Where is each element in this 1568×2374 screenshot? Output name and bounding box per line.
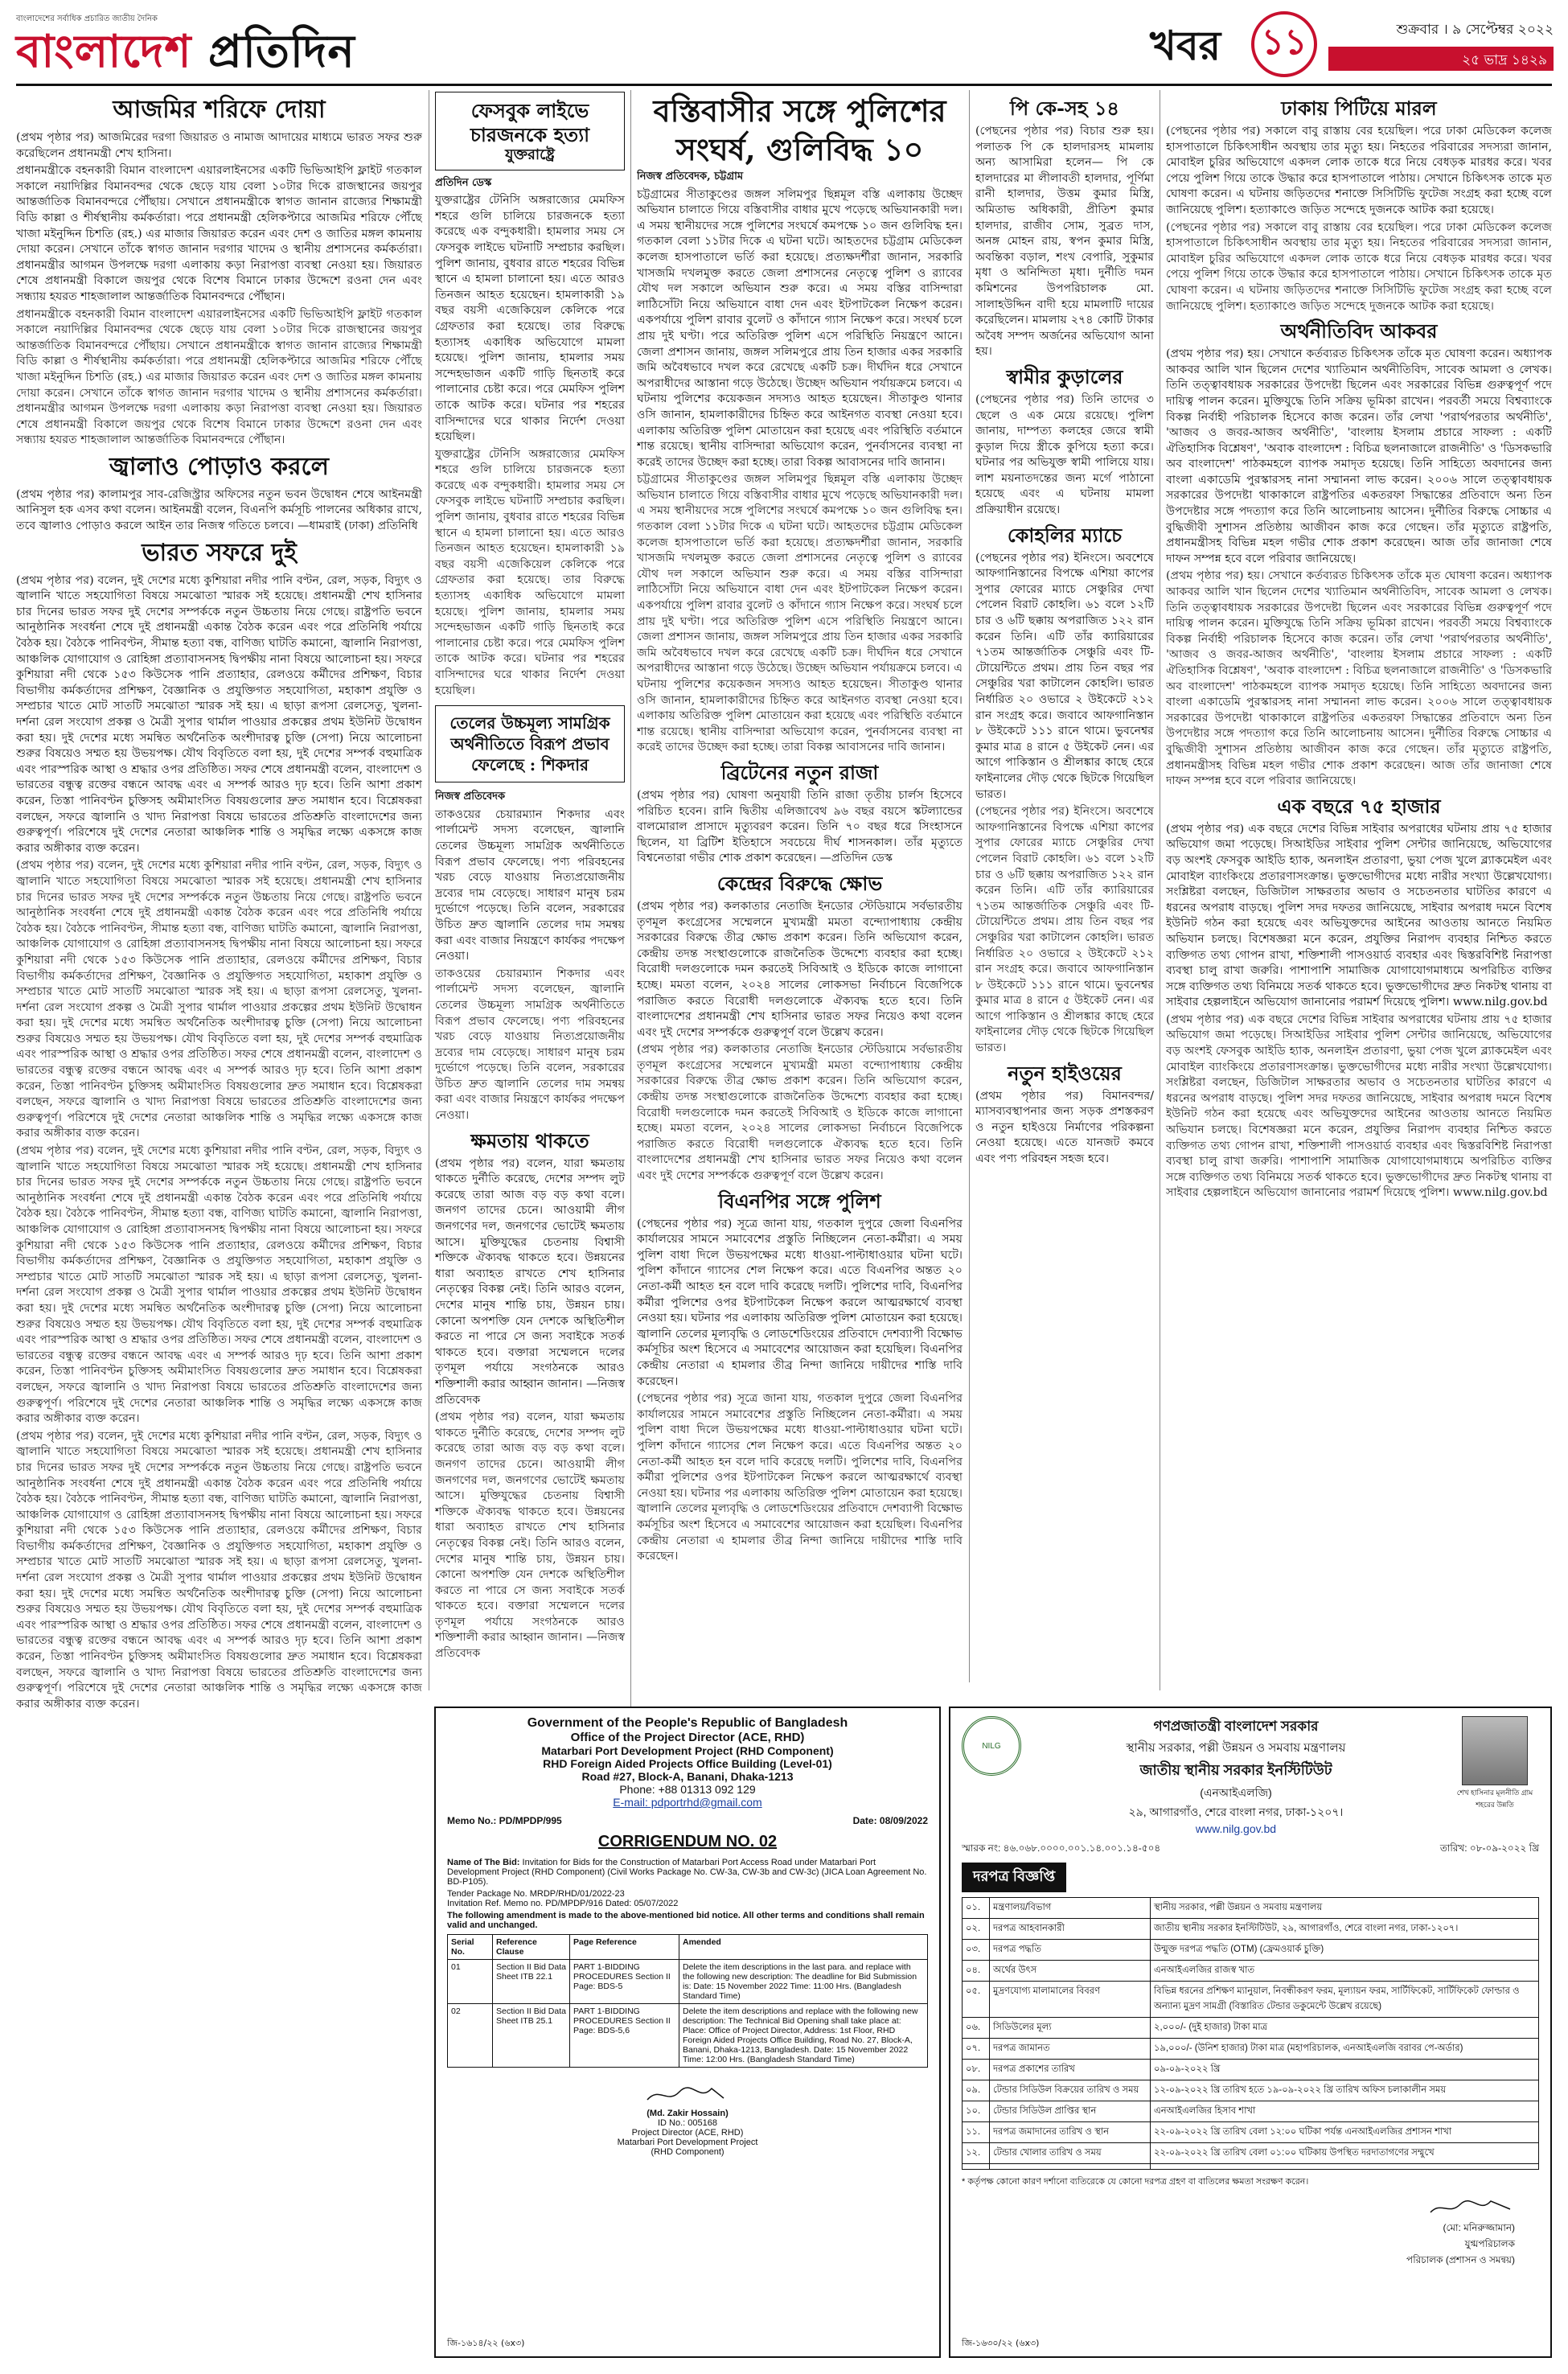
nilg-gov: গণপ্রজাতন্ত্রী বাংলাদেশ সরকার (1153, 1719, 1319, 1734)
table-row (963, 2164, 1539, 2170)
article-tel-body: তাকওয়ের চেয়ারম্যান শিকদার এবং পার্লামেন্ট সদস্য বলেছেন, জ্বালানি তেলের উচ্চমূল্য সামগ্রিক অর্থনীতিতে বিরূপ প্রভাব ফেলেছে। পণ্য পরিবহনের খরচ বেড়ে যাওয়ায় নিত্যপ্রয়োজনীয় দ্রব্যের দাম বেড়েছে। সাধারণ মানুষ চরম দুর্ভোগে পড়েছে। তিনি বলেন, সরকারের উচিত দ্রুত জ্বালানি তেলের দাম সমন্বয় করা এবং বাজার নিয়ন্ত্রণে কার্যকর পদক্ষেপ নেওয়া। (435, 807, 625, 963)
nilg-td: ২২-০৯-২০২২ খ্রি তারিখ বেলা ০১:০০ ঘটিকায় উপস্থিত দরদাতাগণের সম্মুখে (1151, 2143, 1539, 2164)
nilg-td: ০২. (963, 1919, 990, 1940)
nilg-abbr: (এনআইএলজি) (1200, 1786, 1272, 1799)
kicker-facebook: যুক্তরাষ্ট্রে (505, 146, 555, 163)
nilg-footnote: * কর্তৃপক্ষ কোনো কারণ দর্শানো ব্যতিরেকে যে কোনো দরপত্র গ্রহণ বা বাতিলের ক্ষমতা সংরক্ষণ করেন। (962, 2177, 1309, 2187)
column-divider (969, 90, 970, 1682)
corr-email[interactable]: E-mail: pdportrhd@gmail.com (613, 1796, 762, 1809)
nilg-td: দরপত্র আহবানকারী (990, 1919, 1151, 1940)
headline-kendra: কেন্দ্রের বিরুদ্ধে ক্ষোভ (716, 871, 883, 895)
headline-tel: তেলের উচ্চমূল্য সামগ্রিক অর্থনীতিতে বিরূপ প্রভাব ফেলেছে : শিকদার (449, 713, 610, 775)
corr-th: Page Reference (570, 1935, 679, 1960)
article-pikes-body: (পেছনের পৃষ্ঠার পর) বিচার শুরু হয়। পলাতক পি কে হালদারসহ মামলায় অন্য আসামিরা হলেন— পি কে হালদারের মা লীলাবতী হালদার, পূর্ণিমা রানী হালদার, উত্তম কুমার মিস্ত্রি, অমিতাভ অধিকারী, প্রীতিশ কুমার হালদার, রাজীব সোম, সুব্রত দাস, অনঙ্গ মোহন রায়, স্বপন কুমার মিস্ত্রি, অবন্তিকা বড়াল, শংখ বেপারি, সুকুমার মৃধা ও অনিন্দিতা মৃধা। দুর্নীতি দমন কমিশনের উপপরিচালক মো. সালাহউদ্দিন বাদী হয়ে মামলাটি দায়ের করেছিলেন। মামলায় ২৭৪ কোটি টাকার অবৈধ সম্পদ অর্জনের অভিযোগ আনা হয়। (975, 125, 1154, 359)
headline-bnp: বিএনপির সঙ্গে পুলিশ (718, 1189, 881, 1213)
corr-memo: Memo No.: PD/MPDP/995 (447, 1815, 562, 1826)
article-swami-body: (পেছনের পৃষ্ঠার পর) তিনি তাদের ৩ ছেলে ও এক মেয়ে রয়েছে। পুলিশ জানায়, দাম্পত্য কলহের জেরে স্বামী কুড়াল দিয়ে স্ত্রীকে কুপিয়ে হত্যা করে। ঘটনার পর অভিযুক্ত স্বামী পালিয়ে যায়। লাশ ময়নাতদন্তের জন্য মর্গে পাঠানো হয়েছে এবং এ ঘটনায় মামলা প্রক্রিয়াধীন রয়েছে। (975, 392, 1154, 517)
nilg-td: মুদ্রণযোগ্য মালামালের বিবরণ (990, 1982, 1151, 2018)
table-row (963, 2060, 1539, 2080)
article-britain-body: (প্রথম পৃষ্ঠার পর) ঘোষণা অনুযায়ী তিনি রাজা তৃতীয় চার্লস হিসেবে পরিচিত হবেন। রানি দ্বিতীয় এলিজাবেথ ৯৬ বছর বয়সে স্কটল্যান্ডের বালমোরাল প্রাসাদে মৃত্যুবরণ করেন। তিনি ৭০ বছর ধরে সিংহাসনে ছিলেন, যা ব্রিটিশ ইতিহাসে সবচেয়ে দীর্ঘ শাসনকাল। তাঁর মৃত্যুতে বিশ্বনেতারা গভীর শোক প্রকাশ করেছেন। —প্রতিদিন ডেস্ক (637, 788, 963, 865)
corr-org2: Office of the Project Director (ACE, RHD) (570, 1731, 805, 1744)
table-row (963, 1919, 1539, 1940)
second-column (435, 92, 625, 1704)
nilg-td: দরপত্র পদ্ধতি (990, 1940, 1151, 1961)
nilg-td: ২,০০০/- (দুই হাজার) টাকা মাত্র (1151, 2018, 1539, 2039)
nilg-td: ০৪. (963, 1961, 990, 1982)
nilg-td: ২২-০৯-২০২২ খ্রি তারিখ বেলা ১২:০০ ঘটিকা পর্যন্ত এনআইএলজির প্রশাসন শাখা (1151, 2122, 1539, 2143)
corrigendum-ad (434, 1707, 941, 2358)
nilg-sign-title: যুগ্মপরিচালক (1464, 2238, 1515, 2249)
nilg-td: দরপত্র জামানত (990, 2039, 1151, 2060)
nilg-date: তারিখ: ০৮-০৯-২০২২ খ্রি (1439, 1842, 1539, 1854)
nilg-td: জাতীয় স্থানীয় সরকার ইনস্টিটিউট, ২৯, আগারগাঁও, শেরে বাংলা নগর, ঢাকা-১২০৭। (1151, 1919, 1539, 1940)
corr-signature-block (447, 2082, 928, 2157)
headline-facebook: ফেসবুক লাইভে চারজনকে হত্যা (470, 99, 590, 146)
corr-table-header (448, 1935, 928, 1960)
article-facebook-body: যুক্তরাষ্ট্রের টেনিসি অঙ্গরাজ্যের মেমফিস শহরে গুলি চালিয়ে চারজনকে হত্যা করেছে এক বন্দুকধারী। হামলার সময় সে ফেসবুক লাইভে ঘটনাটি সম্প্রচার করছিল। পুলিশ জানায়, বুধবার রাতে শহরের বিভিন্ন স্থানে এ হামলা চালানো হয়। এতে আরও তিনজন আহত হয়েছেন। হামলাকারী ১৯ বছর বয়সী এজেকিয়েল কেলিকে পরে গ্রেফতার করা হয়েছে। তার বিরুদ্ধে হত্যাসহ একাধিক অভিযোগে মামলা হয়েছে। পুলিশ জানায়, হামলার সময় সন্দেহভাজন একটি গাড়ি ছিনতাই করে পালানোর চেষ্টা করে। পরে মেমফিস পুলিশ তাকে আটক করে। ঘটনার পর শহরের বাসিন্দাদের ঘরে থাকার নির্দেশ দেওয়া হয়েছিল। (435, 447, 625, 697)
article-ajmir-lead: (প্রথম পৃষ্ঠার পর) আজমিরের দরগা জিয়ারত ও নামাজ আদায়ের মাধ্যমে ভারত সফর শুরু করেছিলেন প্রধানমন্ত্রী শেখ হাসিনা। (16, 131, 422, 160)
table-row (963, 2122, 1539, 2143)
article-bharat-body: (প্রথম পৃষ্ঠার পর) বলেন, দুই দেশের মধ্যে কুশিয়ারা নদীর পানি বণ্টন, রেল, সড়ক, বিদ্যুৎ ও জ্বালানি খাতে সহযোগিতা বিষয়ে সমঝোতা স্মারক সই হয়েছে। প্রধানমন্ত্রী শেখ হাসিনার চার দিনের ভারত সফর দুই দেশের সম্পর্ককে নতুন উচ্চতায় নিয়ে গেছে। রাষ্ট্রপতি ভবনে আনুষ্ঠানিক সংবর্ধনা শেষে দুই প্রধানমন্ত্রী একান্ত বৈঠক করেন এবং পরে প্রতিনিধি পর্যায়ে বৈঠক হয়। বৈঠকে পানিবণ্টন, সীমান্ত হত্যা বন্ধ, বাণিজ্য ঘাটতি কমানো, জ্বালানি নিরাপত্তা, আঞ্চলিক যোগাযোগ ও রোহিঙ্গা প্রত্যাবাসনসহ দ্বিপক্ষীয় নানা বিষয়ে আলোচনা হয়। সফরে কুশিয়ারা নদী থেকে ১৫৩ কিউসেক পানি প্রত্যাহার, রেলওয়ে কর্মীদের প্রশিক্ষণ, বিচার বিভাগীয় কর্মকর্তাদের প্রশিক্ষণ, বৈজ্ঞানিক ও প্রযুক্তিগত সহযোগিতা, মহাকাশ প্রযুক্তি ও সম্প্রচার খাতে মোট সাতটি সমঝোতা স্মারক সই হয়। এ ছাড়া রূপসা রেলসেতু, খুলনা-দর্শনা রেল সংযোগ প্রকল্প ও মৈত্রী সুপার থার্মাল পাওয়ার প্রকল্পের প্রথম ইউনিট উদ্বোধন করা হয়। দুই দেশের মধ্যে সমন্বিত অর্থনৈতিক অংশীদারত্ব চুক্তি (সেপা) নিয়ে আলোচনা শুরুর বিষয়েও সম্মত হয় উভয়পক্ষ। যৌথ বিবৃতিতে বলা হয়, দুই দেশের সম্পর্ক বহুমাত্রিক এবং পারস্পরিক আস্থা ও শ্রদ্ধার ওপর প্রতিষ্ঠিত। সফর শেষে প্রধানমন্ত্রী বলেন, বাংলাদেশ ও ভারতের বন্ধুত্ব রক্তের বন্ধনে আবদ্ধ এবং এ সম্পর্ক আরও দৃঢ় হবে। তিনি আশা প্রকাশ করেন, তিস্তা পানিবণ্টন চুক্তিসহ অমীমাংসিত বিষয়গুলোর দ্রুত সমাধান হবে। বিশ্লেষকরা বলছেন, সফরে জ্বালানি ও খাদ্য নিরাপত্তা বিষয়ে ভারতের প্রতিশ্রুতি বাংলাদেশের জন্য গুরুত্বপূর্ণ। পরিশেষে দুই দেশের নেতারা আঞ্চলিক শান্তি ও সমৃদ্ধির লক্ষ্যে একসঙ্গে কাজ করার অঙ্গীকার ব্যক্ত করেন। (16, 1429, 422, 1711)
signature-icon (643, 2082, 732, 2106)
corr-th: Reference Clause (493, 1935, 570, 1960)
table-row (963, 2143, 1539, 2164)
nilg-td: টেন্ডার সিডিউল বিক্রয়ের তারিখ ও সময় (990, 2080, 1151, 2101)
table-row (963, 1982, 1539, 2018)
corr-td: Section II Bid Data Sheet ITB 25.1 (493, 2004, 570, 2068)
masthead-rule (16, 84, 1552, 86)
nilg-tender-ad (949, 1707, 1552, 2358)
table-row (448, 1960, 928, 2004)
corr-th: Serial No. (448, 1935, 493, 1960)
corr-td: Delete the item descriptions and replace with the following new description: The Technical Bid Opening shall take place at: Place: Office of Project Director, Address: 1st Floor, RHD Foreign Aided Projects Office Building, Road No. 27, Block-A, Banani, Dhaka-1213, Bangladesh. Date: 15 November 2022 Time: 12:00 Hrs. (Bangladesh Standard Time) (679, 2004, 928, 2068)
date-line: শুক্রবার । ৯ সেপ্টেম্বর ২০২২ (1396, 22, 1554, 38)
corr-td: PART 1-BIDDING PROCEDURES Section II Page: BDS-5 (570, 1960, 679, 2004)
nilg-td: দরপত্র প্রকাশের তারিখ (990, 2060, 1151, 2080)
nilg-code: জি-১৬৩০/২২ (৬x৩) (962, 2338, 1040, 2348)
nilg-td: ০৬. (963, 2018, 990, 2039)
corr-td: PART 1-BIDDING PROCEDURES Section II Page: BDS-5,6 (570, 2004, 679, 2068)
nilg-td: স্থানীয় সরকার, পল্লী উন্নয়ন ও সমবায় মন্ত্রণালয় (1151, 1898, 1539, 1919)
corr-th: Amended (679, 1935, 928, 1960)
nilg-table (962, 1897, 1539, 2170)
nilg-td: ১০. (963, 2101, 990, 2122)
article-dhaka-body: (পেছনের পৃষ্ঠার পর) সকালে বাবু রাস্তায় বের হয়েছিল। পরে ঢাকা মেডিকেল কলেজ হাসপাতালে চিকিৎসাধীন অবস্থায় তার মৃত্যু হয়। নিহতের পরিবারের সদস্যরা জানান, মোবাইল চুরির অভিযোগে একদল লোক তাকে ধরে নিয়ে বেধড়ক মারধর করে। খবর পেয়ে পুলিশ গিয়ে তাকে উদ্ধার করে হাসপাতালে পাঠায়। সেখানে চিকিৎসক তাকে মৃত ঘোষণা করেন। এ ঘটনায় জড়িতদের শনাক্তে সিসিটিভি ফুটেজ সংগ্রহ করা হচ্ছে বলে জানিয়েছে পুলিশ। হত্যাকাণ্ডে জড়িত সন্দেহে দুজনকে আটক করা হয়েছে। (1166, 220, 1552, 313)
article-tel-body: তাকওয়ের চেয়ারম্যান শিকদার এবং পার্লামেন্ট সদস্য বলেছেন, জ্বালানি তেলের উচ্চমূল্য সামগ্রিক অর্থনীতিতে বিরূপ প্রভাব ফেলেছে। পণ্য পরিবহনের খরচ বেড়ে যাওয়ায় নিত্যপ্রয়োজনীয় দ্রব্যের দাম বেড়েছে। সাধারণ মানুষ চরম দুর্ভোগে পড়েছে। তিনি বলেন, সরকারের উচিত দ্রুত জ্বালানি তেলের দাম সমন্বয় করা এবং বাজার নিয়ন্ত্রণে কার্যকর পদক্ষেপ নেওয়া। (435, 967, 625, 1123)
nilg-td: ০৮. (963, 2060, 990, 2080)
article-khoma-body: (প্রথম পৃষ্ঠার পর) বলেন, যারা ক্ষমতায় থাকতে দুর্নীতি করেছে, দেশের সম্পদ লুট করেছে তারা আজ বড় বড় কথা বলে। জনগণ তাদের চেনে। আওয়ামী লীগ জনগণের দল, জনগণের ভোটেই ক্ষমতায় আসে। মুক্তিযুদ্ধের চেতনায় বিশ্বাসী শক্তিকে ঐক্যবদ্ধ থাকতে হবে। উন্নয়নের ধারা অব্যাহত রাখতে শেখ হাসিনার নেতৃত্বের বিকল্প নেই। তিনি আরও বলেন, দেশের মানুষ শান্তি চায়, উন্নয়ন চায়। কোনো অপশক্তি যেন দেশকে অস্থিতিশীল করতে না পারে সে জন্য সবাইকে সতর্ক থাকতে হবে। বক্তারা সম্মেলনে দলের তৃণমূল পর্যায়ে সংগঠনকে আরও শক্তিশালী করার আহ্বান জানান। —নিজস্ব প্রতিবেদক (435, 1411, 625, 1661)
nilg-logo-text: NILG (982, 1741, 1001, 1751)
nilg-td: দরপত্র জমাদানের তারিখ ও স্থান (990, 2122, 1151, 2143)
nilg-td: বিভিন্ন ধরনের প্রশিক্ষণ ম্যানুয়াল, নিবন্ধীকরণ ফরম, মূল্যায়ন ফরম, সার্টিফিকেট, সার্টিফিকেট ফোল্ডার ও অন্যান্য মুদ্রণ সামগ্রী (বিস্তারিত টেন্ডার ডকুমেন্টে উল্লেখ রয়েছে) (1151, 1982, 1539, 2018)
headline-jalao: জ্বালাও পোড়াও করলে (109, 452, 329, 481)
right-column (1166, 92, 1552, 1704)
nilg-address: ২৯, আগারগাঁও, শেরে বাংলা নগর, ঢাকা-১২০৭। (1128, 1805, 1344, 1818)
article-ajmir-body: প্রধানমন্ত্রীকে বহনকারী বিমান বাংলাদেশ এয়ারলাইনসের একটি ভিভিআইপি ফ্লাইট গতকাল সকালে নয়াদিল্লির বিমানবন্দর থেকে ছেড়ে যায় বেলা ১০টার দিকে রাজস্থানের জয়পুর আন্তর্জাতিক বিমানবন্দরে পৌঁছায়। সেখানে প্রধানমন্ত্রীকে স্বাগত জানান রাজ্যের শিক্ষামন্ত্রী বিডি কাল্লা ও শীর্ষস্থানীয় কর্মকর্তারা। পরে প্রধানমন্ত্রী হেলিকপ্টারে আজমির শরিফে পৌঁছে খাজা মইনুদ্দিন চিশতি (রহ.) এর মাজার জিয়ারত করেন এবং দেশ ও জাতির মঙ্গল কামনায় দোয়া করেন। সেখানে তাঁকে স্বাগত জানান দরগার খাদেম ও স্থানীয় প্রশাসনের কর্মকর্তারা। প্রধানমন্ত্রীর আগমন উপলক্ষে দরগা এলাকায় কড়া নিরাপত্তা ব্যবস্থা নেওয়া হয়। জিয়ারত শেষে প্রধানমন্ত্রী বিকালে জয়পুর থেকে বিশেষ বিমানে ঢাকার উদ্দেশে রওনা দেন এবং সন্ধ্যায় হযরত শাহজালাল আন্তর্জাতিক বিমানবন্দরে পৌঁছান। (16, 164, 422, 303)
nilg-photo-caption: শেখ হাসিনার মূলনীতি গ্রাম শহরের উন্নতি (1456, 1789, 1533, 1809)
corr-sign-id: ID No.: 005168 (658, 2118, 717, 2128)
article-hajar-body: (প্রথম পৃষ্ঠার পর) এক বছরে দেশের বিভিন্ন সাইবার অপরাধের ঘটনায় প্রায় ৭৫ হাজার অভিযোগ জমা পড়েছে। সিআইডির সাইবার পুলিশ সেন্টার জানিয়েছে, অভিযোগের বড় অংশই ফেসবুক আইডি হ্যাক, অনলাইন প্রতারণা, ভুয়া পেজ খুলে ব্ল্যাকমেইল এবং মোবাইল ব্যাংকিংয়ে প্রতারণাসংক্রান্ত। ভুক্তভোগীদের মধ্যে নারীর সংখ্যা উল্লেখযোগ্য। সংশ্লিষ্টরা বলছেন, ডিজিটাল সাক্ষরতার অভাব ও সচেতনতার ঘাটতির কারণে এ ধরনের অপরাধ বাড়ছে। পুলিশ সদর দফতর জানিয়েছে, সাইবার অপরাধ দমনে বিশেষ ইউনিট গঠন করা হয়েছে এবং অভিযুক্তদের আইনের আওতায় আনতে নিয়মিত অভিযান চলছে। বিশেষজ্ঞরা মনে করেন, প্রযুক্তির নিরাপদ ব্যবহার নিশ্চিত করতে ব্যক্তিগত তথ্য গোপন রাখা, শক্তিশালী পাসওয়ার্ড ব্যবহার এবং দ্বিস্তরবিশিষ্ট নিরাপত্তা ব্যবস্থা চালু রাখা জরুরি। পাশাপাশি সামাজিক যোগাযোগমাধ্যমে অপরিচিত ব্যক্তির সঙ্গে ব্যক্তিগত তথ্য বিনিময়ে সতর্ক থাকতে হবে। ভুক্তভোগীদের দ্রুত নিকটস্থ থানায় বা সাইবার হেল্পলাইনে অভিযোগ জানানোর পরামর্শ দিয়েছে পুলিশ। www.nilg.gov.bd (1166, 1012, 1552, 1200)
bangla-date-bar: ২৫ ভাদ্র ১৪২৯ (1328, 47, 1554, 71)
corr-sign-comp: (RHD Component) (651, 2147, 724, 2157)
article-bnp-body: (পেছনের পৃষ্ঠার পর) সূত্রে জানা যায়, গতকাল দুপুরে জেলা বিএনপির কার্যালয়ের সামনে সমাবেশের প্রস্তুতি নিচ্ছিলেন নেতা-কর্মীরা। এ সময় পুলিশ বাধা দিলে উভয়পক্ষের মধ্যে ধাওয়া-পাল্টাধাওয়ার ঘটনা ঘটে। পুলিশ কাঁদানে গ্যাসের শেল নিক্ষেপ করে। এতে বিএনপির অন্তত ২০ নেতা-কর্মী আহত হন বলে দাবি করেছে দলটি। পুলিশের দাবি, বিএনপির কর্মীরা পুলিশের ওপর ইটপাটকেল নিক্ষেপ করলে আত্মরক্ষার্থে ব্যবস্থা নেওয়া হয়। ঘটনার পর এলাকায় অতিরিক্ত পুলিশ মোতায়েন করা হয়েছে। জ্বালানি তেলের মূল্যবৃদ্ধি ও লোডশেডিংয়ের প্রতিবাদে দেশব্যাপী বিক্ষোভ কর্মসূচির অংশ হিসেবে এ সমাবেশের আয়োজন করা হয়েছিল। বিএনপির কেন্দ্রীয় নেতারা এ হামলার তীব্র নিন্দা জানিয়ে দায়ীদের শাস্তি দাবি করেছেন। (637, 1392, 963, 1563)
masthead-logo (16, 13, 434, 80)
left-column (16, 92, 422, 2360)
nilg-memo: স্মারক নং: ৪৬.০৬৮.০০০০.০০১.১৪.০০১.১৪-৫০৪ (962, 1842, 1161, 1854)
nilg-logo (962, 1716, 1021, 1776)
corr-org4: RHD Foreign Aided Projects Office Building (Level-01) (543, 1757, 832, 1770)
name-red: বাংলাদেশ (16, 25, 192, 78)
table-row (963, 2080, 1539, 2101)
headline-khoma: ক্ষমতায় থাকতে (470, 1128, 589, 1152)
fifth-column (975, 92, 1154, 1704)
nilg-signature-block (962, 2196, 1539, 2269)
nilg-td (990, 2164, 1151, 2170)
article-kendra-body: (প্রথম পৃষ্ঠার পর) কলকাতার নেতাজি ইনডোর স্টেডিয়ামে সর্বভারতীয় তৃণমূল কংগ্রেসের সম্মেলনে মুখ্যমন্ত্রী মমতা বন্দ্যোপাধ্যায় কেন্দ্রীয় সরকারের বিরুদ্ধে তীব্র ক্ষোভ প্রকাশ করেন। তিনি অভিযোগ করেন, কেন্দ্রীয় তদন্ত সংস্থাগুলোকে রাজনৈতিক উদ্দেশ্যে ব্যবহার করা হচ্ছে। বিরোধী দলগুলোকে দমন করতেই সিবিআই ও ইডিকে কাজে লাগানো হচ্ছে। মমতা বলেন, ২০২৪ সালের লোকসভা নির্বাচনে বিজেপিকে পরাজিত করতে বিরোধী দলগুলোকে ঐক্যবদ্ধ হতে হবে। তিনি বাংলাদেশের প্রধানমন্ত্রী শেখ হাসিনার ভারত সফর নিয়েও কথা বলেন এবং দুই দেশের সম্পর্ককে গুরুত্বপূর্ণ বলে উল্লেখ করেন। (637, 899, 963, 1039)
nilg-institute: জাতীয় স্থানীয় সরকার ইনস্টিটিউট (1139, 1762, 1332, 1778)
signature-icon (1426, 2196, 1515, 2219)
nilg-td: ১২. (963, 2143, 990, 2164)
article-akbar-body: (প্রথম পৃষ্ঠার পর) হয়। সেখানে কর্তব্যরত চিকিৎসক তাঁকে মৃত ঘোষণা করেন। অধ্যাপক আকবর আলি খান ছিলেন দেশের খ্যাতিমান অর্থনীতিবিদ, সাবেক আমলা ও লেখক। তিনি তত্ত্বাবধায়ক সরকারের উপদেষ্টা ছিলেন এবং সরকারের বিভিন্ন গুরুত্বপূর্ণ পদে দায়িত্ব পালন করেন। মুক্তিযুদ্ধে তিনি সক্রিয় ভূমিকা রাখেন। পরবর্তী সময়ে বিশ্বব্যাংকে বিকল্প নির্বাহী পরিচালক হিসেবে কাজ করেন। তাঁর লেখা 'পরার্থপরতার অর্থনীতি', 'আজব ও জবর-আজব অর্থনীতি', 'বাংলায় ইসলাম প্রচারে সাফল্য : একটি ঐতিহাসিক বিশ্লেষণ', 'অবাক বাংলাদেশ : বিচিত্র ছলনাজালে রাজনীতি' ও 'ডিসকভারি অব বাংলাদেশ' পাঠকমহলে ব্যাপক সমাদৃত হয়েছে। তিনি সাহিত্যে অবদানের জন্য বাংলা একাডেমি পুরস্কারসহ নানা সম্মাননা লাভ করেন। ২০০৬ সালে তত্ত্বাবধায়ক সরকারের উপদেষ্টা থাকাকালে রাষ্ট্রপতির একতরফা সিদ্ধান্তের প্রতিবাদে অন্য তিন উপদেষ্টার সঙ্গে পদত্যাগ করে তিনি আলোচনায় আসেন। দুর্নীতির বিরুদ্ধে সোচ্চার এ বুদ্ধিজীবী সুশাসন প্রতিষ্ঠায় আজীবন কাজ করে গেছেন। তাঁর মৃত্যুতে রাষ্ট্রপতি, প্রধানমন্ত্রীসহ বিভিন্ন মহল গভীর শোক প্রকাশ করেছেন। আজ তাঁর জানাজা শেষে দাফন সম্পন্ন হবে বলে পরিবার জানিয়েছে। (1166, 347, 1552, 565)
nilg-td: সিডিউলের মূল্য (990, 2018, 1151, 2039)
article-ajmir-body: প্রধানমন্ত্রীকে বহনকারী বিমান বাংলাদেশ এয়ারলাইনসের একটি ভিভিআইপি ফ্লাইট গতকাল সকালে নয়াদিল্লির বিমানবন্দর থেকে ছেড়ে যায় বেলা ১০টার দিকে রাজস্থানের জয়পুর আন্তর্জাতিক বিমানবন্দরে পৌঁছায়। সেখানে প্রধানমন্ত্রীকে স্বাগত জানান রাজ্যের শিক্ষামন্ত্রী বিডি কাল্লা ও শীর্ষস্থানীয় কর্মকর্তারা। পরে প্রধানমন্ত্রী হেলিকপ্টারে আজমির শরিফে পৌঁছে খাজা মইনুদ্দিন চিশতি (রহ.) এর মাজার জিয়ারত করেন এবং দেশ ও জাতির মঙ্গল কামনায় দোয়া করেন। সেখানে তাঁকে স্বাগত জানান দরগার খাদেম ও স্থানীয় প্রশাসনের কর্মকর্তারা। প্রধানমন্ত্রীর আগমন উপলক্ষে দরগা এলাকায় কড়া নিরাপত্তা ব্যবস্থা নেওয়া হয়। জিয়ারত শেষে প্রধানমন্ত্রী বিকালে জয়পুর থেকে বিশেষ বিমানে ঢাকার উদ্দেশে রওনা দেন এবং সন্ধ্যায় হযরত শাহজালাল আন্তর্জাতিক বিমানবন্দরে পৌঁছান। (16, 307, 422, 447)
nilg-td: ১২-০৯-২০২২ খ্রি তারিখ হতে ১৯-০৯-২০২২ খ্রি তারিখ অফিস চলাকালীন সময় (1151, 2080, 1539, 2101)
byline-facebook: প্রতিদিন ডেস্ক (435, 176, 492, 189)
corr-org5: Road #27, Block-A, Banani, Dhaka-1213 (581, 1770, 794, 1783)
article-bharat-body: (প্রথম পৃষ্ঠার পর) বলেন, দুই দেশের মধ্যে কুশিয়ারা নদীর পানি বণ্টন, রেল, সড়ক, বিদ্যুৎ ও জ্বালানি খাতে সহযোগিতা বিষয়ে সমঝোতা স্মারক সই হয়েছে। প্রধানমন্ত্রী শেখ হাসিনার চার দিনের ভারত সফর দুই দেশের সম্পর্ককে নতুন উচ্চতায় নিয়ে গেছে। রাষ্ট্রপতি ভবনে আনুষ্ঠানিক সংবর্ধনা শেষে দুই প্রধানমন্ত্রী একান্ত বৈঠক করেন এবং পরে প্রতিনিধি পর্যায়ে বৈঠক হয়। বৈঠকে পানিবণ্টন, সীমান্ত হত্যা বন্ধ, বাণিজ্য ঘাটতি কমানো, জ্বালানি নিরাপত্তা, আঞ্চলিক যোগাযোগ ও রোহিঙ্গা প্রত্যাবাসনসহ দ্বিপক্ষীয় নানা বিষয়ে আলোচনা হয়। সফরে কুশিয়ারা নদী থেকে ১৫৩ কিউসেক পানি প্রত্যাহার, রেলওয়ে কর্মীদের প্রশিক্ষণ, বিচার বিভাগীয় কর্মকর্তাদের প্রশিক্ষণ, বৈজ্ঞানিক ও প্রযুক্তিগত সহযোগিতা, মহাকাশ প্রযুক্তি ও সম্প্রচার খাতে মোট সাতটি সমঝোতা স্মারক সই হয়। এ ছাড়া রূপসা রেলসেতু, খুলনা-দর্শনা রেল সংযোগ প্রকল্প ও মৈত্রী সুপার থার্মাল পাওয়ার প্রকল্পের প্রথম ইউনিট উদ্বোধন করা হয়। দুই দেশের মধ্যে সমন্বিত অর্থনৈতিক অংশীদারত্ব চুক্তি (সেপা) নিয়ে আলোচনা শুরুর বিষয়েও সম্মত হয় উভয়পক্ষ। যৌথ বিবৃতিতে বলা হয়, দুই দেশের সম্পর্ক বহুমাত্রিক এবং পারস্পরিক আস্থা ও শ্রদ্ধার ওপর প্রতিষ্ঠিত। সফর শেষে প্রধানমন্ত্রী বলেন, বাংলাদেশ ও ভারতের বন্ধুত্ব রক্তের বন্ধনে আবদ্ধ এবং এ সম্পর্ক আরও দৃঢ় হবে। তিনি আশা প্রকাশ করেন, তিস্তা পানিবণ্টন চুক্তিসহ অমীমাংসিত বিষয়গুলোর দ্রুত সমাধান হবে। বিশ্লেষকরা বলছেন, সফরে জ্বালানি ও খাদ্য নিরাপত্তা বিষয়ে ভারতের প্রতিশ্রুতি বাংলাদেশের জন্য গুরুত্বপূর্ণ। পরিশেষে দুই দেশের নেতারা আঞ্চলিক শান্তি ও সমৃদ্ধির লক্ষ্যে একসঙ্গে কাজ করার অঙ্গীকার ব্যক্ত করেন। (16, 1144, 422, 1426)
newspaper-name (16, 27, 434, 76)
corr-td: 01 (448, 1960, 493, 2004)
corr-td: Delete the item descriptions in the last para. and replace with the following new description: The deadline for Bid Submission is: Date: 15 November 2022 Time: 11:00 Hrs. (Bangladesh Standard Time) (679, 1960, 928, 2004)
headline-hajar: এক বছরে ৭৫ হাজার (1277, 794, 1441, 818)
article-facebook-body: যুক্তরাষ্ট্রের টেনিসি অঙ্গরাজ্যের মেমফিস শহরে গুলি চালিয়ে চারজনকে হত্যা করেছে এক বন্দুকধারী। হামলার সময় সে ফেসবুক লাইভে ঘটনাটি সম্প্রচার করছিল। পুলিশ জানায়, বুধবার রাতে শহরের বিভিন্ন স্থানে এ হামলা চালানো হয়। এতে আরও তিনজন আহত হয়েছেন। হামলাকারী ১৯ বছর বয়সী এজেকিয়েল কেলিকে পরে গ্রেফতার করা হয়েছে। তার বিরুদ্ধে হত্যাসহ একাধিক অভিযোগে মামলা হয়েছে। পুলিশ জানায়, হামলার সময় সন্দেহভাজন একটি গাড়ি ছিনতাই করে পালানোর চেষ্টা করে। পরে মেমফিস পুলিশ তাকে আটক করে। ঘটনার পর শহরের বাসিন্দাদের ঘরে থাকার নির্দেশ দেওয়া হয়েছিল। (435, 194, 625, 444)
article-jalao-body: (প্রথম পৃষ্ঠার পর) কালামপুর সাব-রেজিস্ট্রার অফিসের নতুন ভবন উদ্বোধন শেষে আইনমন্ত্রী আনিসুল হক এসব কথা বলেন। আইনমন্ত্রী বলেন, বিএনপি কর্মসূচি পালনের অধিকার রাখে, তবে জ্বালাও পোড়াও করলে আইন তার নিজস্ব গতিতে চলবে। —ধামরাই (ঢাকা) প্রতিনিধি (16, 487, 422, 533)
headline-ajmir: আজমির শরিফে দোয়া (113, 96, 326, 124)
table-row (963, 2101, 1539, 2122)
headline-dhaka: ঢাকায় পিটিয়ে মারল (1281, 97, 1437, 120)
nilg-td: ০৯. (963, 2080, 990, 2101)
headline-britain: ব্রিটেনের নতুন রাজা (720, 760, 879, 784)
nilg-title: দরপত্র বিজ্ঞপ্তি (962, 1863, 1066, 1892)
tel-headline-box (435, 705, 625, 782)
article-bnp-body: (পেছনের পৃষ্ঠার পর) সূত্রে জানা যায়, গতকাল দুপুরে জেলা বিএনপির কার্যালয়ের সামনে সমাবেশের প্রস্তুতি নিচ্ছিলেন নেতা-কর্মীরা। এ সময় পুলিশ বাধা দিলে উভয়পক্ষের মধ্যে ধাওয়া-পাল্টাধাওয়ার ঘটনা ঘটে। পুলিশ কাঁদানে গ্যাসের শেল নিক্ষেপ করে। এতে বিএনপির অন্তত ২০ নেতা-কর্মী আহত হন বলে দাবি করেছে দলটি। পুলিশের দাবি, বিএনপির কর্মীরা পুলিশের ওপর ইটপাটকেল নিক্ষেপ করলে আত্মরক্ষার্থে ব্যবস্থা নেওয়া হয়। ঘটনার পর এলাকায় অতিরিক্ত পুলিশ মোতায়েন করা হয়েছে। জ্বালানি তেলের মূল্যবৃদ্ধি ও লোডশেডিংয়ের প্রতিবাদে দেশব্যাপী বিক্ষোভ কর্মসূচির অংশ হিসেবে এ সমাবেশের আয়োজন করা হয়েছিল। বিএনপির কেন্দ্রীয় নেতারা এ হামলার তীব্র নিন্দা জানিয়ে দায়ীদের শাস্তি দাবি করেছেন। (637, 1217, 963, 1388)
corr-org6: Phone: +88 01313 092 129 (619, 1783, 756, 1796)
corr-note: The following amendment is made to the above-mentioned bid notice. All other terms and conditions shall remain valid and unchanged. (447, 1911, 925, 1930)
corr-title: CORRIGENDUM NO. 02 (597, 1833, 778, 1850)
corr-tender-pkg: Tender Package No. MRDP/RHD/01/2022-23 (447, 1889, 625, 1899)
nilg-ministry: স্থানীয় সরকার, পল্লী উন্নয়ন ও সমবায় মন্ত্রণালয় (1126, 1741, 1346, 1755)
headline-pikes: পি কে-সহ ১৪ (1010, 97, 1119, 120)
corr-code: জি-১৬১৪/২২ (৬x৩) (447, 2338, 525, 2348)
byline-tel: নিজস্ব প্রতিবেদক (435, 791, 506, 803)
byline-bostibashi: নিজস্ব প্রতিবেদক, চট্টগ্রাম (637, 170, 744, 183)
nilg-td: ০৫. (963, 1982, 990, 2018)
corr-td: Section II Bid Data Sheet ITB 22.1 (493, 1960, 570, 2004)
article-dhaka-body: (পেছনের পৃষ্ঠার পর) সকালে বাবু রাস্তায় বের হয়েছিল। পরে ঢাকা মেডিকেল কলেজ হাসপাতালে চিকিৎসাধীন অবস্থায় তার মৃত্যু হয়। নিহতের পরিবারের সদস্যরা জানান, মোবাইল চুরির অভিযোগে একদল লোক তাকে ধরে নিয়ে বেধড়ক মারধর করে। খবর পেয়ে পুলিশ গিয়ে তাকে উদ্ধার করে হাসপাতালে পাঠায়। সেখানে চিকিৎসক তাকে মৃত ঘোষণা করেন। এ ঘটনায় জড়িতদের শনাক্তে সিসিটিভি ফুটেজ সংগ্রহ করা হচ্ছে বলে জানিয়েছে পুলিশ। হত্যাকাণ্ডে জড়িত সন্দেহে দুজনকে আটক করা হয়েছে। (1166, 125, 1552, 216)
corr-name-text: Invitation for Bids for the Construction of Matarbari Port Access Road under Matarbari Port Development Project (RHD Component) (Civil Works Package No. CW-3a, CW-3b and CW-3c) (JICA Loan Agreement No. BD-P105). (447, 1858, 927, 1887)
article-akbar-body: (প্রথম পৃষ্ঠার পর) হয়। সেখানে কর্তব্যরত চিকিৎসক তাঁকে মৃত ঘোষণা করেন। অধ্যাপক আকবর আলি খান ছিলেন দেশের খ্যাতিমান অর্থনীতিবিদ, সাবেক আমলা ও লেখক। তিনি তত্ত্বাবধায়ক সরকারের উপদেষ্টা ছিলেন এবং সরকারের বিভিন্ন গুরুত্বপূর্ণ পদে দায়িত্ব পালন করেন। মুক্তিযুদ্ধে তিনি সক্রিয় ভূমিকা রাখেন। পরবর্তী সময়ে বিশ্বব্যাংকে বিকল্প নির্বাহী পরিচালক হিসেবে কাজ করেন। তাঁর লেখা 'পরার্থপরতার অর্থনীতি', 'আজব ও জবর-আজব অর্থনীতি', 'বাংলায় ইসলাম প্রচারে সাফল্য : একটি ঐতিহাসিক বিশ্লেষণ', 'অবাক বাংলাদেশ : বিচিত্র ছলনাজালে রাজনীতি' ও 'ডিসকভারি অব বাংলাদেশ' পাঠকমহলে ব্যাপক সমাদৃত হয়েছে। তিনি সাহিত্যে অবদানের জন্য বাংলা একাডেমি পুরস্কারসহ নানা সম্মাননা লাভ করেন। ২০০৬ সালে তত্ত্বাবধায়ক সরকারের উপদেষ্টা থাকাকালে রাষ্ট্রপতির একতরফা সিদ্ধান্তের প্রতিবাদে অন্য তিন উপদেষ্টার সঙ্গে পদত্যাগ করে তিনি আলোচনায় আসেন। দুর্নীতির বিরুদ্ধে সোচ্চার এ বুদ্ধিজীবী সুশাসন প্রতিষ্ঠায় আজীবন কাজ করে গেছেন। তাঁর মৃত্যুতে রাষ্ট্রপতি, প্রধানমন্ত্রীসহ বিভিন্ন মহল গভীর শোক প্রকাশ করেছেন। আজ তাঁর জানাজা শেষে দাফন সম্পন্ন হবে বলে পরিবার জানিয়েছে। (1166, 569, 1552, 788)
table-row (963, 1898, 1539, 1919)
nilg-td: উন্মুক্ত দরপত্র পদ্ধতি (OTM) (ফ্রেমওয়ার্ক চুক্তি) (1151, 1940, 1539, 1961)
corr-td: 02 (448, 2004, 493, 2068)
table-row (963, 1961, 1539, 1982)
headline-bostibashi: বস্তিবাসীর সঙ্গে পুলিশের সংঘর্ষ, গুলিবিদ্ধ ১০ (653, 92, 946, 167)
section-title: খবর (1150, 23, 1221, 69)
headline-bharat: ভারত সফরে দুই (142, 538, 297, 567)
corr-name-label: Name of The Bid: (447, 1858, 520, 1867)
corr-sign-proj: Matarbari Port Development Project (617, 2138, 758, 2147)
headline-highway: নতুন হাইওয়ের (1008, 1061, 1122, 1085)
headline-kohli: কোহলির ম্যাচে (1007, 523, 1123, 547)
article-bostibashi-body: চট্টগ্রামের সীতাকুণ্ডের জঙ্গল সলিমপুর ছিন্নমূল বস্তি এলাকায় উচ্ছেদ অভিযান চালাতে গিয়ে বস্তিবাসীর বাধার মুখে পড়েছে অভিযানকারী দল। এ সময় স্থানীয়দের সঙ্গে পুলিশের সংঘর্ষে কমপক্ষে ১০ জন গুলিবিদ্ধ হন। গতকাল বেলা ১১টার দিকে এ ঘটনা ঘটে। আহতদের চট্টগ্রাম মেডিকেল কলেজ হাসপাতালে ভর্তি করা হয়েছে। প্রত্যক্ষদর্শীরা জানান, সরকারি খাসজমি দখলমুক্ত করতে জেলা প্রশাসনের নেতৃত্বে পুলিশ ও র‌্যাবের যৌথ দল সকালে অভিযান শুরু করে। এ সময় বস্তির বাসিন্দারা লাঠিসোঁটা নিয়ে অভিযানে বাধা দেন এবং ইটপাটকেল নিক্ষেপ করেন। একপর্যায়ে পুলিশ রাবার বুলেট ও কাঁদানে গ্যাস নিক্ষেপ করে। সংঘর্ষ চলে প্রায় দুই ঘণ্টা। পরে অতিরিক্ত পুলিশ এসে পরিস্থিতি নিয়ন্ত্রণে আনে। জেলা প্রশাসন জানায়, জঙ্গল সলিমপুরে প্রায় তিন হাজার একর সরকারি জমি অবৈধভাবে দখল করে রেখেছে একটি চক্র। দীর্ঘদিন ধরে সেখানে অপরাধীদের আস্তানা গড়ে উঠেছে। উচ্ছেদ অভিযান পর্যায়ক্রমে চলবে। এ ঘটনায় পুলিশের কয়েকজন সদস্যও আহত হয়েছেন। সীতাকুণ্ড থানার ওসি জানান, হামলাকারীদের চিহ্নিত করে আইনগত ব্যবস্থা নেওয়া হবে। এলাকায় অতিরিক্ত পুলিশ মোতায়েন করা হয়েছে এবং পরিস্থিতি বর্তমানে শান্ত রয়েছে। স্থানীয় বাসিন্দারা অভিযোগ করেন, পুনর্বাসনের ব্যবস্থা না করেই তাদের উচ্ছেদ করা হচ্ছে। তারা বিকল্প আবাসনের দাবি জানান। (637, 473, 963, 754)
nilg-td: ০১. (963, 1898, 990, 1919)
corr-org1: Government of the People's Republic of Bangladesh (527, 1716, 848, 1730)
nilg-td: ০৭. (963, 2039, 990, 2060)
table-row (963, 2018, 1539, 2039)
headline-akbar: অর্থনীতিবিদ আকবর (1280, 319, 1438, 343)
masthead-tagline: বাংলাদেশের সর্বাধিক প্রচারিত জাতীয় দৈনিক (16, 14, 158, 23)
article-hajar-body: (প্রথম পৃষ্ঠার পর) এক বছরে দেশের বিভিন্ন সাইবার অপরাধের ঘটনায় প্রায় ৭৫ হাজার অভিযোগ জমা পড়েছে। সিআইডির সাইবার পুলিশ সেন্টার জানিয়েছে, অভিযোগের বড় অংশই ফেসবুক আইডি হ্যাক, অনলাইন প্রতারণা, ভুয়া পেজ খুলে ব্ল্যাকমেইল এবং মোবাইল ব্যাংকিংয়ে প্রতারণাসংক্রান্ত। ভুক্তভোগীদের মধ্যে নারীর সংখ্যা উল্লেখযোগ্য। সংশ্লিষ্টরা বলছেন, ডিজিটাল সাক্ষরতার অভাব ও সচেতনতার ঘাটতির কারণে এ ধরনের অপরাধ বাড়ছে। পুলিশ সদর দফতর জানিয়েছে, সাইবার অপরাধ দমনে বিশেষ ইউনিট গঠন করা হয়েছে এবং অভিযুক্তদের আইনের আওতায় আনতে নিয়মিত অভিযান চলছে। বিশেষজ্ঞরা মনে করেন, প্রযুক্তির নিরাপদ ব্যবহার নিশ্চিত করতে ব্যক্তিগত তথ্য গোপন রাখা, শক্তিশালী পাসওয়ার্ড ব্যবহার এবং দ্বিস্তরবিশিষ্ট নিরাপত্তা ব্যবস্থা চালু রাখা জরুরি। পাশাপাশি সামাজিক যোগাযোগমাধ্যমে অপরিচিত ব্যক্তির সঙ্গে ব্যক্তিগত তথ্য বিনিময়ে সতর্ক থাকতে হবে। ভুক্তভোগীদের দ্রুত নিকটস্থ থানায় বা সাইবার হেল্পলাইনে অভিযোগ জানানোর পরামর্শ দিয়েছে পুলিশ। www.nilg.gov.bd (1166, 822, 1552, 1009)
corr-sign-name: (Md. Zakir Hossain) (646, 2109, 729, 2118)
article-bharat-body: (প্রথম পৃষ্ঠার পর) বলেন, দুই দেশের মধ্যে কুশিয়ারা নদীর পানি বণ্টন, রেল, সড়ক, বিদ্যুৎ ও জ্বালানি খাতে সহযোগিতা বিষয়ে সমঝোতা স্মারক সই হয়েছে। প্রধানমন্ত্রী শেখ হাসিনার চার দিনের ভারত সফর দুই দেশের সম্পর্ককে নতুন উচ্চতায় নিয়ে গেছে। রাষ্ট্রপতি ভবনে আনুষ্ঠানিক সংবর্ধনা শেষে দুই প্রধানমন্ত্রী একান্ত বৈঠক করেন এবং পরে প্রতিনিধি পর্যায়ে বৈঠক হয়। বৈঠকে পানিবণ্টন, সীমান্ত হত্যা বন্ধ, বাণিজ্য ঘাটতি কমানো, জ্বালানি নিরাপত্তা, আঞ্চলিক যোগাযোগ ও রোহিঙ্গা প্রত্যাবাসনসহ দ্বিপক্ষীয় নানা বিষয়ে আলোচনা হয়। সফরে কুশিয়ারা নদী থেকে ১৫৩ কিউসেক পানি প্রত্যাহার, রেলওয়ে কর্মীদের প্রশিক্ষণ, বিচার বিভাগীয় কর্মকর্তাদের প্রশিক্ষণ, বৈজ্ঞানিক ও প্রযুক্তিগত সহযোগিতা, মহাকাশ প্রযুক্তি ও সম্প্রচার খাতে মোট সাতটি সমঝোতা স্মারক সই হয়। এ ছাড়া রূপসা রেলসেতু, খুলনা-দর্শনা রেল সংযোগ প্রকল্প ও মৈত্রী সুপার থার্মাল পাওয়ার প্রকল্পের প্রথম ইউনিট উদ্বোধন করা হয়। দুই দেশের মধ্যে সমন্বিত অর্থনৈতিক অংশীদারত্ব চুক্তি (সেপা) নিয়ে আলোচনা শুরুর বিষয়েও সম্মত হয় উভয়পক্ষ। যৌথ বিবৃতিতে বলা হয়, দুই দেশের সম্পর্ক বহুমাত্রিক এবং পারস্পরিক আস্থা ও শ্রদ্ধার ওপর প্রতিষ্ঠিত। সফর শেষে প্রধানমন্ত্রী বলেন, বাংলাদেশ ও ভারতের বন্ধুত্ব রক্তের বন্ধনে আবদ্ধ এবং এ সম্পর্ক আরও দৃঢ় হবে। তিনি আশা প্রকাশ করেন, তিস্তা পানিবণ্টন চুক্তিসহ অমীমাংসিত বিষয়গুলোর দ্রুত সমাধান হবে। বিশ্লেষকরা বলছেন, সফরে জ্বালানি ও খাদ্য নিরাপত্তা বিষয়ে ভারতের প্রতিশ্রুতি বাংলাদেশের জন্য গুরুত্বপূর্ণ। পরিশেষে দুই দেশের নেতারা আঞ্চলিক শান্তি ও সমৃদ্ধির লক্ষ্যে একসঙ্গে কাজ করার অঙ্গীকার ব্যক্ত করেন। (16, 859, 422, 1140)
lead-story-column (637, 92, 963, 1704)
corr-date: Date: 08/09/2022 (852, 1815, 928, 1826)
corr-inv-ref: Invitation Ref. Memo no. PD/MPDP/916 Dated: 05/07/2022 (447, 1899, 679, 1908)
nilg-web[interactable]: www.nilg.gov.bd (1195, 1822, 1277, 1835)
nilg-td (1151, 2164, 1539, 2170)
headline-swami: স্বামীর কুড়ালের (1006, 364, 1123, 388)
nilg-sign-name: (মো: মনিরুজ্জামান) (1443, 2222, 1515, 2233)
article-kohli-body: (পেছনের পৃষ্ঠার পর) ইনিংসে। অবশেষে আফগানিস্তানের বিপক্ষে এশিয়া কাপের সুপার ফোরের ম্যাচে সেঞ্চুরির দেখা পেলেন বিরাট কোহলি। ৬১ বলে ১২টি চার ও ৬টি ছক্কায় অপরাজিত ১২২ রান করেন তিনি। এটি তাঁর ক্যারিয়ারের ৭১তম আন্তর্জাতিক সেঞ্চুরি এবং টি-টোয়েন্টিতে প্রথম। প্রায় তিন বছর পর সেঞ্চুরির খরা কাটালেন কোহলি। ভারত নির্ধারিত ২০ ওভারে ২ উইকেটে ২১২ রান সংগ্রহ করে। জবাবে আফগানিস্তান ৮ উইকেটে ১১১ রানে থামে। ভুবনেশ্বর কুমার মাত্র ৪ রানে ৫ উইকেট নেন। এর আগে পাকিস্তান ও শ্রীলঙ্কার কাছে হেরে ফাইনালের দৌড় থেকে ছিটকে গিয়েছিল ভারত। (975, 805, 1154, 1055)
article-kendra-body: (প্রথম পৃষ্ঠার পর) কলকাতার নেতাজি ইনডোর স্টেডিয়ামে সর্বভারতীয় তৃণমূল কংগ্রেসের সম্মেলনে মুখ্যমন্ত্রী মমতা বন্দ্যোপাধ্যায় কেন্দ্রীয় সরকারের বিরুদ্ধে তীব্র ক্ষোভ প্রকাশ করেন। তিনি অভিযোগ করেন, কেন্দ্রীয় তদন্ত সংস্থাগুলোকে রাজনৈতিক উদ্দেশ্যে ব্যবহার করা হচ্ছে। বিরোধী দলগুলোকে দমন করতেই সিবিআই ও ইডিকে কাজে লাগানো হচ্ছে। মমতা বলেন, ২০২৪ সালের লোকসভা নির্বাচনে বিজেপিকে পরাজিত করতে বিরোধী দলগুলোকে ঐক্যবদ্ধ হতে হবে। তিনি বাংলাদেশের প্রধানমন্ত্রী শেখ হাসিনার ভারত সফর নিয়েও কথা বলেন এবং দুই দেশের সম্পর্ককে গুরুত্বপূর্ণ বলে উল্লেখ করেন। (637, 1043, 963, 1183)
nilg-td: ০৯-০৯-২০২২ খ্রি (1151, 2060, 1539, 2080)
article-bostibashi-body: চট্টগ্রামের সীতাকুণ্ডের জঙ্গল সলিমপুর ছিন্নমূল বস্তি এলাকায় উচ্ছেদ অভিযান চালাতে গিয়ে বস্তিবাসীর বাধার মুখে পড়েছে অভিযানকারী দল। এ সময় স্থানীয়দের সঙ্গে পুলিশের সংঘর্ষে কমপক্ষে ১০ জন গুলিবিদ্ধ হন। গতকাল বেলা ১১টার দিকে এ ঘটনা ঘটে। আহতদের চট্টগ্রাম মেডিকেল কলেজ হাসপাতালে ভর্তি করা হয়েছে। প্রত্যক্ষদর্শীরা জানান, সরকারি খাসজমি দখলমুক্ত করতে জেলা প্রশাসনের নেতৃত্বে পুলিশ ও র‌্যাবের যৌথ দল সকালে অভিযান শুরু করে। এ সময় বস্তির বাসিন্দারা লাঠিসোঁটা নিয়ে অভিযানে বাধা দেন এবং ইটপাটকেল নিক্ষেপ করেন। একপর্যায়ে পুলিশ রাবার বুলেট ও কাঁদানে গ্যাস নিক্ষেপ করে। সংঘর্ষ চলে প্রায় দুই ঘণ্টা। পরে অতিরিক্ত পুলিশ এসে পরিস্থিতি নিয়ন্ত্রণে আনে। জেলা প্রশাসন জানায়, জঙ্গল সলিমপুরে প্রায় তিন হাজার একর সরকারি জমি অবৈধভাবে দখল করে রেখেছে একটি চক্র। দীর্ঘদিন ধরে সেখানে অপরাধীদের আস্তানা গড়ে উঠেছে। উচ্ছেদ অভিযান পর্যায়ক্রমে চলবে। এ ঘটনায় পুলিশের কয়েকজন সদস্যও আহত হয়েছেন। সীতাকুণ্ড থানার ওসি জানান, হামলাকারীদের চিহ্নিত করে আইনগত ব্যবস্থা নেওয়া হবে। এলাকায় অতিরিক্ত পুলিশ মোতায়েন করা হয়েছে এবং পরিস্থিতি বর্তমানে শান্ত রয়েছে। স্থানীয় বাসিন্দারা অভিযোগ করেন, পুনর্বাসনের ব্যবস্থা না করেই তাদের উচ্ছেদ করা হচ্ছে। তারা বিকল্প আবাসনের দাবি জানান। (637, 187, 963, 469)
nilg-td: এনআইএলজির হিসাব শাখা (1151, 2101, 1539, 2122)
corr-table (447, 1934, 928, 2068)
table-row (963, 1940, 1539, 1961)
nilg-td: ০৩. (963, 1940, 990, 1961)
table-row (448, 2004, 928, 2068)
nilg-td: ১১. (963, 2122, 990, 2143)
facebook-headline-box (435, 92, 625, 170)
portrait-photo (1462, 1716, 1528, 1785)
nilg-td (963, 2164, 990, 2170)
nilg-td: অর্থের উৎস (990, 1961, 1151, 1982)
article-highway-body: (প্রথম পৃষ্ঠার পর) বিমানবন্দর/ম্যাসব্যবস্থাপনার জন্য সড়ক প্রশস্তকরণ ও নতুন হাইওয়ে নির্মাণের পরিকল্পনা নেওয়া হয়েছে। এতে যানজট কমবে এবং পণ্য পরিবহন সহজ হবে। (975, 1089, 1154, 1166)
nilg-td: এনআইএলজির রাজস্ব খাত (1151, 1961, 1539, 1982)
nilg-sign-dept: পরিচালক (প্রশাসন ও সমন্বয়) (1406, 2254, 1515, 2265)
corr-sign-title: Project Director (ACE, RHD) (631, 2128, 744, 2138)
article-khoma-body: (প্রথম পৃষ্ঠার পর) বলেন, যারা ক্ষমতায় থাকতে দুর্নীতি করেছে, দেশের সম্পদ লুট করেছে তারা আজ বড় বড় কথা বলে। জনগণ তাদের চেনে। আওয়ামী লীগ জনগণের দল, জনগণের ভোটেই ক্ষমতায় আসে। মুক্তিযুদ্ধের চেতনায় বিশ্বাসী শক্তিকে ঐক্যবদ্ধ থাকতে হবে। উন্নয়নের ধারা অব্যাহত রাখতে শেখ হাসিনার নেতৃত্বের বিকল্প নেই। তিনি আরও বলেন, দেশের মানুষ শান্তি চায়, উন্নয়ন চায়। কোনো অপশক্তি যেন দেশকে অস্থিতিশীল করতে না পারে সে জন্য সবাইকে সতর্ক থাকতে হবে। বক্তারা সম্মেলনে দলের তৃণমূল পর্যায়ে সংগঠনকে আরও শক্তিশালী করার আহ্বান জানান। —নিজস্ব প্রতিবেদক (435, 1156, 625, 1407)
name-black: প্রতিদিন (191, 25, 355, 78)
nilg-td: টেন্ডার সিডিউল প্রাপ্তির স্থান (990, 2101, 1151, 2122)
nilg-td: টেন্ডার খোলার তারিখ ও সময় (990, 2143, 1151, 2164)
nilg-td: মন্ত্রণালয়/বিভাগ (990, 1898, 1151, 1919)
nilg-td: ১৯,০০০/- (উনিশ হাজার) টাকা মাত্র (মহাপরিচালক, এনআইএলজি বরাবর পে-অর্ডার) (1151, 2039, 1539, 2060)
table-row (963, 2039, 1539, 2060)
article-kohli-body: (পেছনের পৃষ্ঠার পর) ইনিংসে। অবশেষে আফগানিস্তানের বিপক্ষে এশিয়া কাপের সুপার ফোরের ম্যাচে সেঞ্চুরির দেখা পেলেন বিরাট কোহলি। ৬১ বলে ১২টি চার ও ৬টি ছক্কায় অপরাজিত ১২২ রান করেন তিনি। এটি তাঁর ক্যারিয়ারের ৭১তম আন্তর্জাতিক সেঞ্চুরি এবং টি-টোয়েন্টিতে প্রথম। প্রায় তিন বছর পর সেঞ্চুরির খরা কাটালেন কোহলি। ভারত নির্ধারিত ২০ ওভারে ২ উইকেটে ২১২ রান সংগ্রহ করে। জবাবে আফগানিস্তান ৮ উইকেটে ১১১ রানে থামে। ভুবনেশ্বর কুমার মাত্র ৪ রানে ৫ উইকেট নেন। এর আগে পাকিস্তান ও শ্রীলঙ্কার কাছে হেরে ফাইনালের দৌড় থেকে ছিটকে গিয়েছিল ভারত। (975, 551, 1154, 801)
article-bharat-body: (প্রথম পৃষ্ঠার পর) বলেন, দুই দেশের মধ্যে কুশিয়ারা নদীর পানি বণ্টন, রেল, সড়ক, বিদ্যুৎ ও জ্বালানি খাতে সহযোগিতা বিষয়ে সমঝোতা স্মারক সই হয়েছে। প্রধানমন্ত্রী শেখ হাসিনার চার দিনের ভারত সফর দুই দেশের সম্পর্ককে নতুন উচ্চতায় নিয়ে গেছে। রাষ্ট্রপতি ভবনে আনুষ্ঠানিক সংবর্ধনা শেষে দুই প্রধানমন্ত্রী একান্ত বৈঠক করেন এবং পরে প্রতিনিধি পর্যায়ে বৈঠক হয়। বৈঠকে পানিবণ্টন, সীমান্ত হত্যা বন্ধ, বাণিজ্য ঘাটতি কমানো, জ্বালানি নিরাপত্তা, আঞ্চলিক যোগাযোগ ও রোহিঙ্গা প্রত্যাবাসনসহ দ্বিপক্ষীয় নানা বিষয়ে আলোচনা হয়। সফরে কুশিয়ারা নদী থেকে ১৫৩ কিউসেক পানি প্রত্যাহার, রেলওয়ে কর্মীদের প্রশিক্ষণ, বিচার বিভাগীয় কর্মকর্তাদের প্রশিক্ষণ, বৈজ্ঞানিক ও প্রযুক্তিগত সহযোগিতা, মহাকাশ প্রযুক্তি ও সম্প্রচার খাতে মোট সাতটি সমঝোতা স্মারক সই হয়। এ ছাড়া রূপসা রেলসেতু, খুলনা-দর্শনা রেল সংযোগ প্রকল্প ও মৈত্রী সুপার থার্মাল পাওয়ার প্রকল্পের প্রথম ইউনিট উদ্বোধন করা হয়। দুই দেশের মধ্যে সমন্বিত অর্থনৈতিক অংশীদারত্ব চুক্তি (সেপা) নিয়ে আলোচনা শুরুর বিষয়েও সম্মত হয় উভয়পক্ষ। যৌথ বিবৃতিতে বলা হয়, দুই দেশের সম্পর্ক বহুমাত্রিক এবং পারস্পরিক আস্থা ও শ্রদ্ধার ওপর প্রতিষ্ঠিত। সফর শেষে প্রধানমন্ত্রী বলেন, বাংলাদেশ ও ভারতের বন্ধুত্ব রক্তের বন্ধনে আবদ্ধ এবং এ সম্পর্ক আরও দৃঢ় হবে। তিনি আশা প্রকাশ করেন, তিস্তা পানিবণ্টন চুক্তিসহ অমীমাংসিত বিষয়গুলোর দ্রুত সমাধান হবে। বিশ্লেষকরা বলছেন, সফরে জ্বালানি ও খাদ্য নিরাপত্তা বিষয়ে ভারতের প্রতিশ্রুতি বাংলাদেশের জন্য গুরুত্বপূর্ণ। পরিশেষে দুই দেশের নেতারা আঞ্চলিক শান্তি ও সমৃদ্ধির লক্ষ্যে একসঙ্গে কাজ করার অঙ্গীকার ব্যক্ত করেন। (16, 573, 422, 855)
corr-org3: Matarbari Port Development Project (RHD Component) (541, 1744, 834, 1757)
page-number-badge: ১১ (1251, 11, 1317, 77)
